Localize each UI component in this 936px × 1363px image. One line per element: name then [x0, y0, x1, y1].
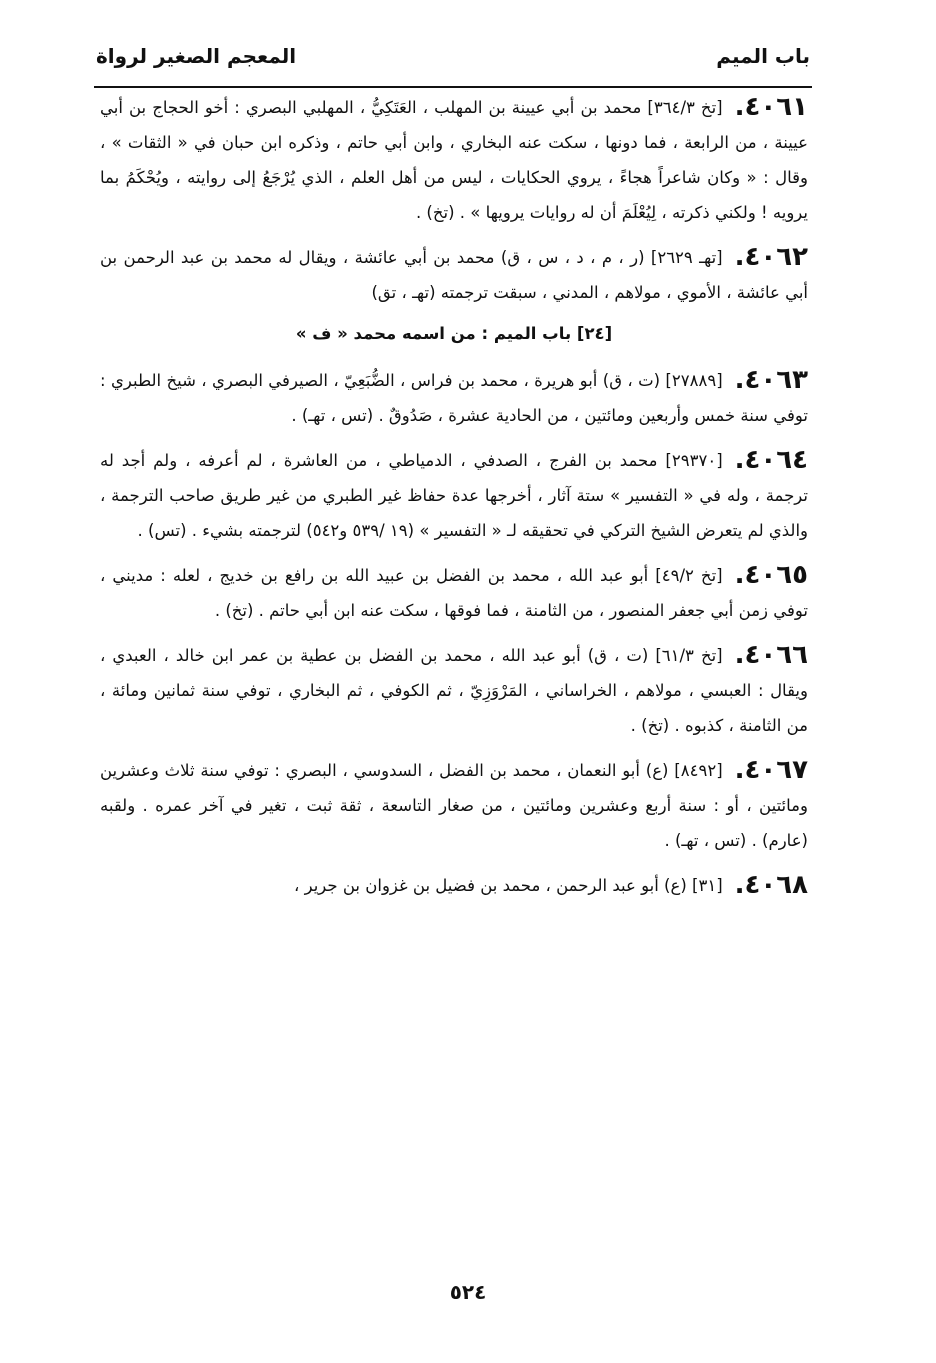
entry-4068 [100, 868, 808, 903]
entry-text: [٢٩٣٧٠] محمد بن الفرج ، الصدفي ، الدمياطي ، من العاشرة ، لم أعرفه ، ولم أجد له ترجمة ، وله في « التفسير » ستة آثار ، أخرجها عدة حفاظ غير الطبري من غير طريق صاحب الترجمة ، والذي لم يتعرض الشيخ التركي في تحقيقه لـ « التفسير » (١٩ /٥٣٩ و٥٤٢) لترجمته بشيء . (تس) . [100, 451, 808, 540]
entry-text: [٢٧٨٨٩] (ت ، ق) أبو هريرة ، محمد بن فراس ، الضُّبَعِيّ ، الصيرفي البصري ، شيخ الطبري : توفي سنة خمس وأربعين ومائتين ، من الحادية عشرة ، صَدُوقٌ . (تس ، تهـ) . [100, 371, 808, 425]
page-number: ٥٢٤ [449, 1280, 487, 1304]
entry-number: ٤٠٦٧. [734, 755, 808, 785]
entry-number: ٤٠٦٨. [734, 870, 808, 900]
page-body [100, 90, 808, 913]
header-book-title: المعجم الصغير لرواة [96, 44, 297, 68]
header-rule [94, 86, 812, 88]
entry-number: ٤٠٦٣. [734, 365, 808, 395]
page-header [96, 34, 810, 78]
entry-number: ٤٠٦٤. [734, 445, 808, 475]
entry-number: ٤٠٦٢. [734, 242, 808, 272]
entry-4065 [100, 558, 808, 628]
entry-text: [تخ ٤٩/٢] أبو عبد الله ، محمد بن الفضل بن عبيد الله بن رافع بن خديج ، لعله : مديني ، توفي زمن أبي جعفر المنصور ، من الثامنة ، فما فوقها ، سكت عنه ابن أبي حاتم . (تخ) . [100, 566, 808, 620]
entry-number: ٤٠٦١. [734, 92, 808, 122]
header-chapter-title: باب الميم [716, 44, 810, 68]
entry-text: [٣١] (ع) أبو عبد الرحمن ، محمد بن فضيل بن غزوان بن جرير ، [294, 876, 723, 895]
entry-text: [٨٤٩٢] (ع) أبو النعمان ، محمد بن الفضل ، السدوسي ، البصري : توفي سنة ثلاث وعشرين ومائتين ، أو : سنة أربع وعشرين ومائتين ، من صغار التاسعة ، ثقة ثبت ، تغير في آخر عمره . ولقبه (عارم) . (تس ، تهـ) . [100, 761, 808, 850]
entry-4062 [100, 240, 808, 310]
section-heading: [٢٤] باب الميم : من اسمه محمد « ف » [295, 324, 613, 343]
entry-text: [تخ ٣٦٤/٣] محمد بن أبي عيينة بن المهلب ، العَتَكِيُّ ، المهلبي البصري : أخو الحجاج بن أبي عيينة ، من الرابعة ، فما دونها ، سكت عنه البخاري ، وابن أبي حاتم ، وذكره ابن حبان في « الثقات » ، وقال : « وكان شاعراً هجاءً ، يروي الحكايات ، ليس من أهل العلم ، الذي يُرْجَعُ إلى روايته ، ويُحْكَمُ بما يرويه ! ولكني ذكرته ، لِيُعْلَمَ أن له روايات يرويها » . (تخ) . [100, 98, 808, 222]
entry-number: ٤٠٦٥. [734, 560, 808, 590]
entry-4063 [100, 363, 808, 433]
entry-number: ٤٠٦٦. [734, 640, 808, 670]
entry-4061 [100, 90, 808, 230]
entry-text: [تهـ ٢٦٢٩] (ر ، م ، د ، س ، ق) محمد بن أبي عائشة ، ويقال له محمد بن عبد الرحمن بن أبي عائشة ، الأموي ، مولاهم ، المدني ، سبقت ترجمته (تهـ ، تق) [100, 248, 808, 302]
entry-4067 [100, 753, 808, 858]
entry-4066 [100, 638, 808, 743]
entry-text: [تخ ٦١/٣] (ت ، ق) أبو عبد الله ، محمد بن الفضل بن عطية بن عمر ابن خالد ، العبدي ، ويقال : العبسي ، مولاهم ، الخراساني ، المَرْوَزِيّ ، ثم الكوفي ، ثم البخاري ، توفي سنة ثمانين ومائة ، من الثامنة ، كذبوه . (تخ) . [100, 646, 808, 735]
entry-4064 [100, 443, 808, 548]
